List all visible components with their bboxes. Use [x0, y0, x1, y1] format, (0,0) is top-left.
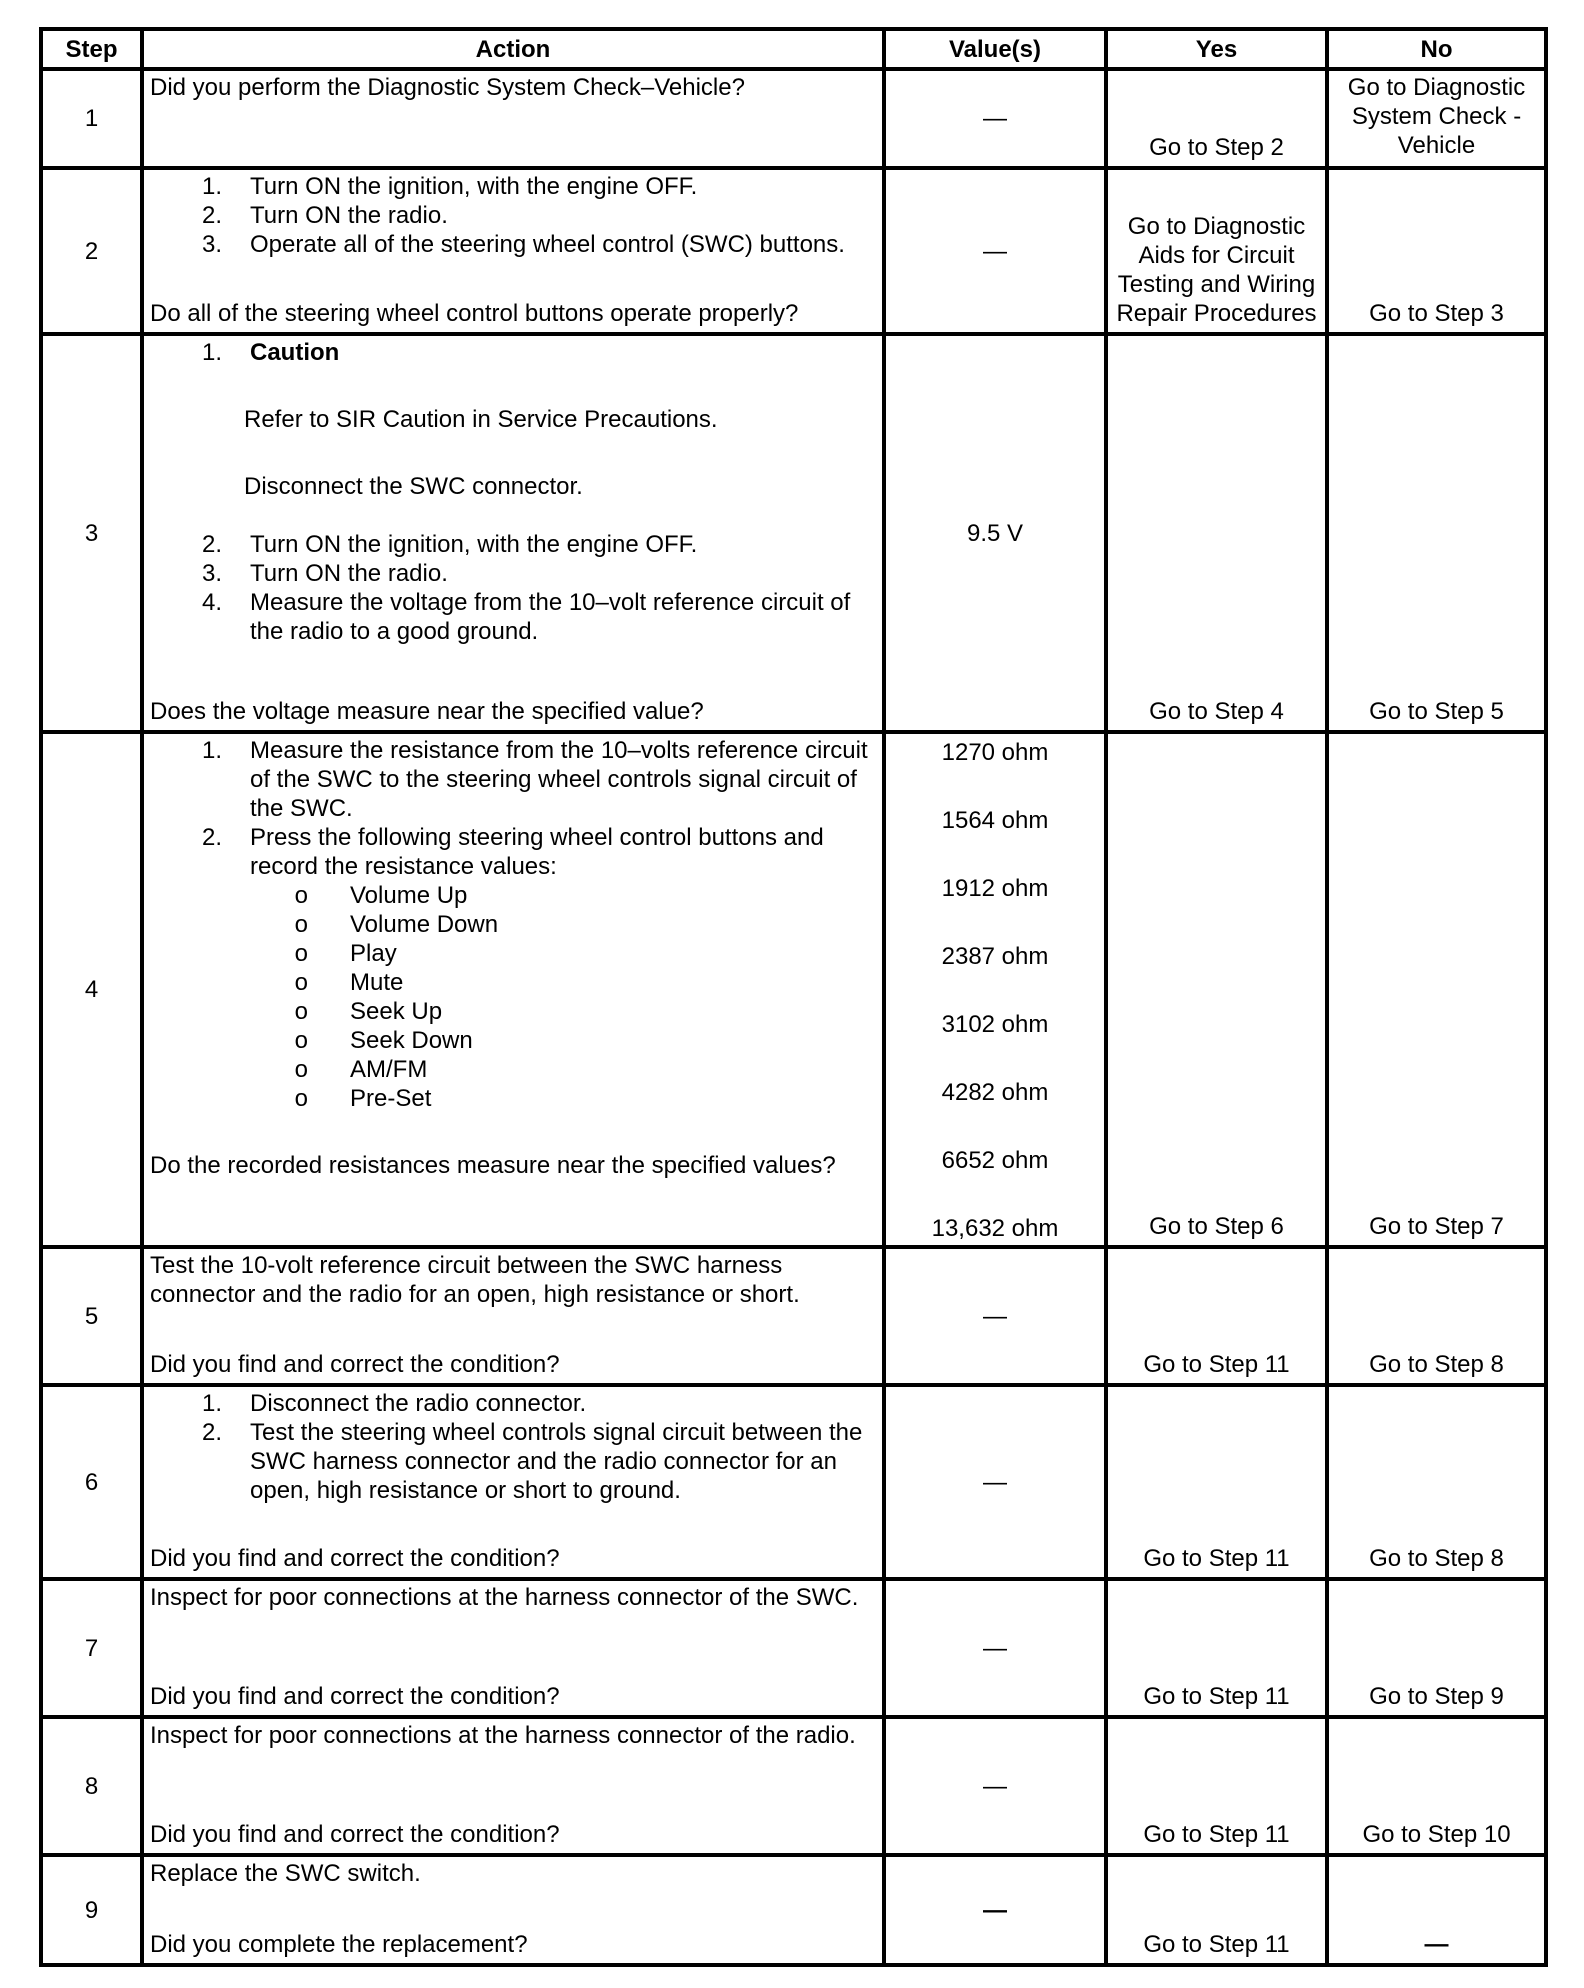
action-text: Replace the SWC switch.	[150, 1860, 421, 1887]
list-item: o Pre-Set	[294, 1085, 432, 1112]
value-cell: 9.5 V	[884, 334, 1106, 732]
step-number: 9	[41, 1855, 142, 1965]
step-number: 8	[41, 1717, 142, 1855]
resistance-value: 13,632 ohm	[931, 1215, 1059, 1242]
action-question: Did you perform the Diagnostic System Check–Vehicle?	[150, 74, 745, 101]
list-item: o Play	[294, 940, 397, 967]
list-item: 1. Disconnect the radio connector.	[201, 1390, 587, 1417]
yes-cell: Go to Step 11	[1106, 1385, 1327, 1579]
action-cell	[142, 69, 884, 168]
action-cell	[142, 732, 884, 1247]
table-row-step-9	[41, 1855, 1546, 1965]
action-question: Did you find and correct the condition?	[150, 1351, 560, 1378]
step-number: 4	[41, 732, 142, 1247]
list-item: 2. Turn ON the ignition, with the engine OFF.	[201, 531, 698, 558]
resistance-value: 1270 ohm	[941, 739, 1049, 766]
list-item: 1. Measure the resistance from the 10–volts reference circuit of the SWC to the steering wheel controls signal circuit of the SWC.	[201, 737, 868, 822]
resistance-value: 1912 ohm	[941, 875, 1049, 902]
action-question: Did you find and correct the condition?	[150, 1821, 560, 1848]
yes-cell: Go to Step 11	[1106, 1579, 1327, 1717]
action-steps	[150, 172, 878, 259]
header-action: Action	[142, 29, 884, 69]
header-no: No	[1327, 29, 1546, 69]
step-number: 5	[41, 1247, 142, 1385]
action-steps	[150, 338, 878, 367]
value-cell: —	[884, 1247, 1106, 1385]
yes-cell: Go to Step 2	[1106, 69, 1327, 168]
table-row-step-3	[41, 334, 1546, 732]
list-item: 1. Caution	[150, 338, 878, 367]
action-cell	[142, 1385, 884, 1579]
no-cell: Go to Step 7	[1327, 732, 1546, 1247]
diagnostic-table	[39, 27, 1548, 1967]
value-cell: —	[884, 1855, 1106, 1965]
no-cell: Go to Step 8	[1327, 1247, 1546, 1385]
action-cell	[142, 1717, 884, 1855]
value-cell	[884, 732, 1106, 1247]
value-cell: —	[884, 1717, 1106, 1855]
yes-cell: Go to Diagnostic Aids for Circuit Testing and Wiring Repair Procedures	[1106, 168, 1327, 334]
action-cell	[142, 168, 884, 334]
step-number: 2	[41, 168, 142, 334]
yes-cell: Go to Step 6	[1106, 732, 1327, 1247]
action-question: Did you complete the replacement?	[150, 1931, 528, 1958]
value-cell: —	[884, 1385, 1106, 1579]
table-row-step-8	[41, 1717, 1546, 1855]
list-item: 2. Turn ON the radio.	[201, 202, 448, 229]
header-row	[41, 29, 1546, 69]
action-text: Inspect for poor connections at the harness connector of the radio.	[150, 1722, 856, 1749]
resistance-value: 6652 ohm	[941, 1147, 1049, 1174]
list-item: 2. Test the steering wheel controls signal circuit between the SWC harness connector and the radio connector for an open, high resistance or short to ground.	[201, 1419, 863, 1504]
list-item: o Mute	[294, 969, 404, 996]
caution-title: Caution	[250, 339, 340, 366]
list-item: 1. Turn ON the ignition, with the engine OFF.	[201, 173, 698, 200]
resistance-value: 3102 ohm	[941, 1011, 1049, 1038]
no-cell: Go to Step 8	[1327, 1385, 1546, 1579]
header-step: Step	[41, 29, 142, 69]
step-number: 1	[41, 69, 142, 168]
no-cell: Go to Step 5	[1327, 334, 1546, 732]
yes-cell: Go to Step 11	[1106, 1855, 1327, 1965]
caution-text: Refer to SIR Caution in Service Precautions.	[244, 406, 718, 433]
action-question: Did you find and correct the condition?	[150, 1545, 560, 1572]
action-text: Inspect for poor connections at the harness connector of the SWC.	[150, 1584, 859, 1611]
table-row-step-7	[41, 1579, 1546, 1717]
yes-cell: Go to Step 11	[1106, 1717, 1327, 1855]
no-cell: Go to Step 3	[1327, 168, 1546, 334]
action-question: Do all of the steering wheel control buttons operate properly?	[150, 300, 799, 327]
action-steps	[150, 736, 878, 881]
value-cell: —	[884, 1579, 1106, 1717]
action-cell	[142, 1247, 884, 1385]
action-cell	[142, 1855, 884, 1965]
no-cell: Go to Step 9	[1327, 1579, 1546, 1717]
list-item: o Seek Down	[294, 1027, 473, 1054]
table-row-step-1	[41, 69, 1546, 168]
list-item: o Volume Up	[294, 882, 468, 909]
no-cell: Go to Diagnostic System Check - Vehicle	[1327, 69, 1546, 168]
action-cell	[142, 1579, 884, 1717]
action-steps	[150, 1389, 878, 1505]
yes-cell: Go to Step 4	[1106, 334, 1327, 732]
action-question: Does the voltage measure near the specified value?	[150, 698, 704, 725]
resistance-value: 2387 ohm	[941, 943, 1049, 970]
list-item: o Seek Up	[294, 998, 443, 1025]
button-list	[150, 881, 878, 1113]
step-number: 3	[41, 334, 142, 732]
no-cell: —	[1327, 1855, 1546, 1965]
step-number: 7	[41, 1579, 142, 1717]
yes-cell: Go to Step 11	[1106, 1247, 1327, 1385]
list-item: 3. Operate all of the steering wheel control (SWC) buttons.	[201, 231, 845, 258]
action-question: Did you find and correct the condition?	[150, 1683, 560, 1710]
value-cell: —	[884, 168, 1106, 334]
resistance-value: 1564 ohm	[941, 807, 1049, 834]
action-steps	[150, 530, 878, 646]
list-item: o AM/FM	[294, 1056, 428, 1083]
value-cell: —	[884, 69, 1106, 168]
step-number: 6	[41, 1385, 142, 1579]
list-item: 2. Press the following steering wheel control buttons and record the resistance values:	[201, 824, 824, 880]
header-values: Value(s)	[884, 29, 1106, 69]
list-item: 3. Turn ON the radio.	[201, 560, 448, 587]
list-item: 4. Measure the voltage from the 10–volt reference circuit of the radio to a good ground.	[201, 589, 851, 645]
action-question: Do the recorded resistances measure near the specified values?	[150, 1152, 836, 1179]
no-cell: Go to Step 10	[1327, 1717, 1546, 1855]
table-row-step-6	[41, 1385, 1546, 1579]
disconnect-text: Disconnect the SWC connector.	[244, 473, 583, 500]
table-row-step-2	[41, 168, 1546, 334]
list-item: o Volume Down	[294, 911, 499, 938]
header-yes: Yes	[1106, 29, 1327, 69]
table-row-step-5	[41, 1247, 1546, 1385]
action-cell	[142, 334, 884, 732]
action-text: Test the 10-volt reference circuit between the SWC harness connector and the radio for an open, high resistance or short.	[150, 1252, 800, 1308]
table-row-step-4	[41, 732, 1546, 1247]
resistance-value: 4282 ohm	[941, 1079, 1049, 1106]
